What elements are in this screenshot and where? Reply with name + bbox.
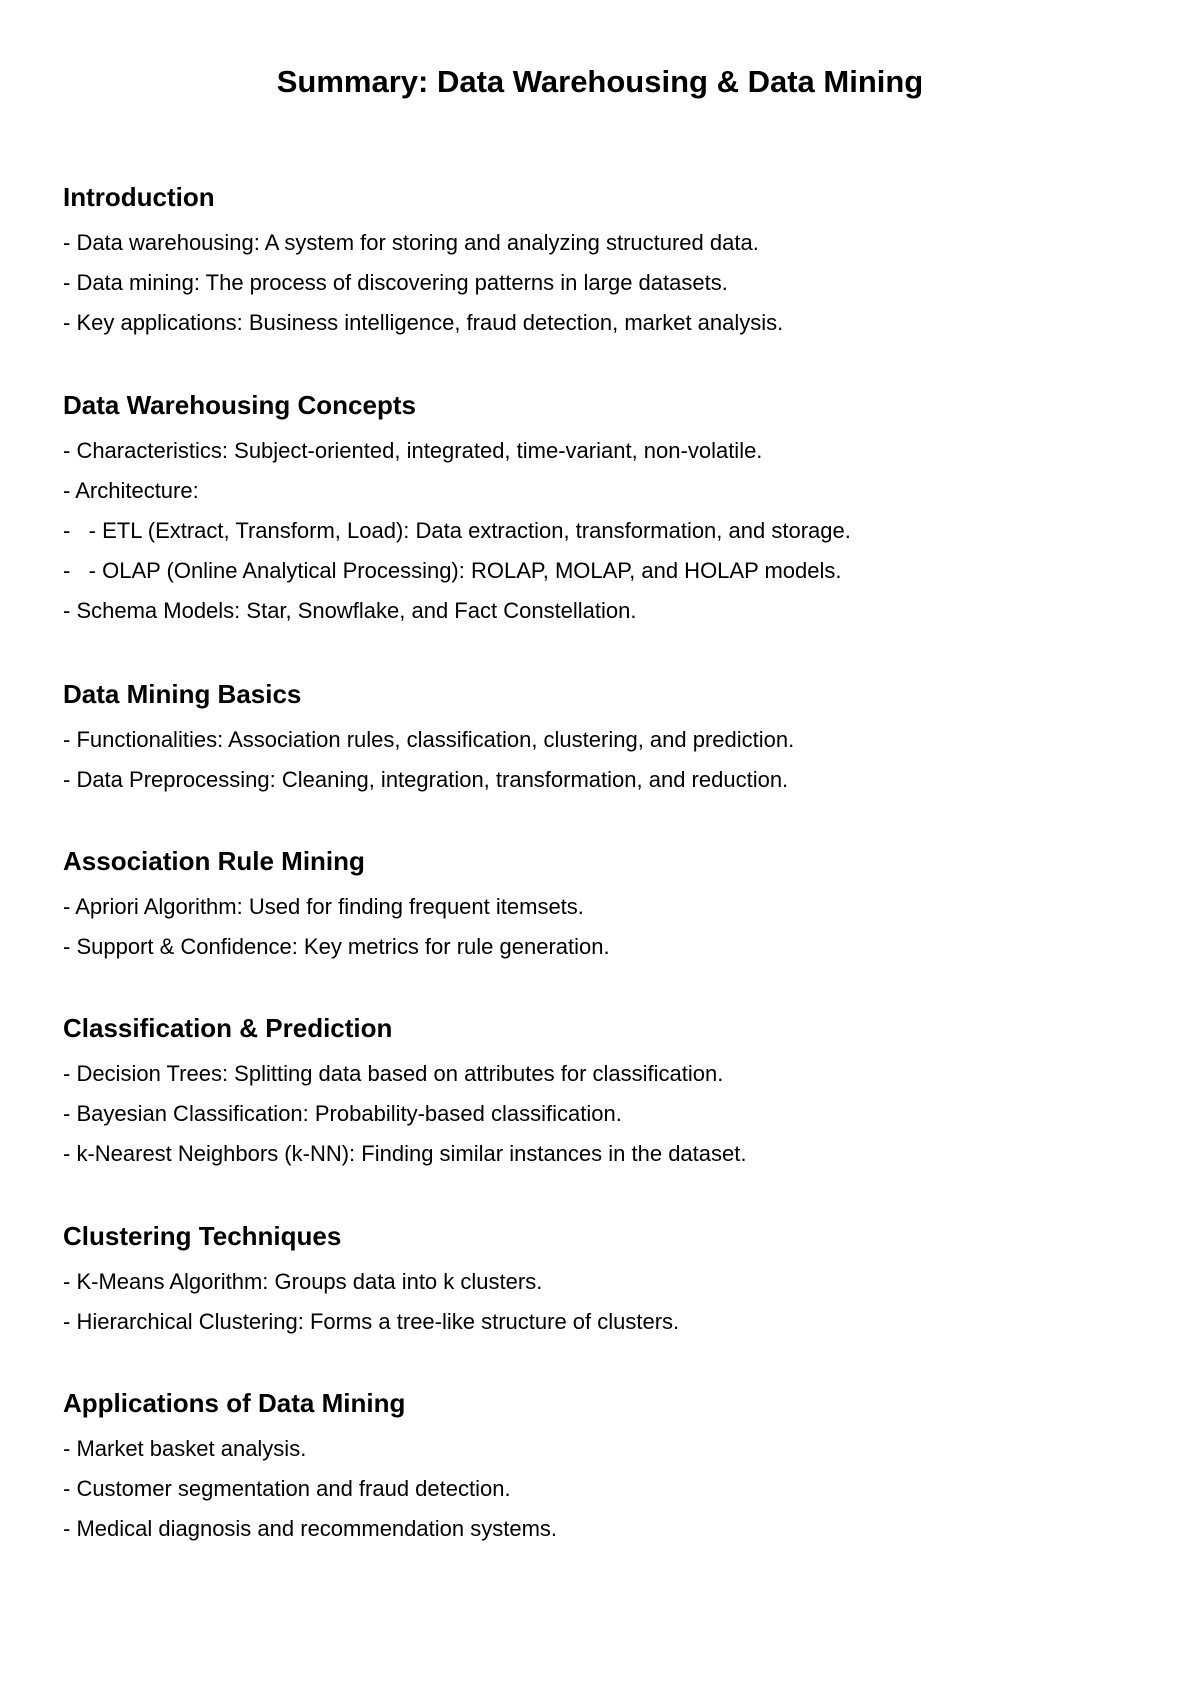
list-item: - Data Preprocessing: Cleaning, integration, transformation, and reduction. [63, 767, 789, 792]
section-heading: Introduction [63, 182, 215, 212]
section-list [63, 223, 1143, 343]
section-heading: Data Mining Basics [63, 679, 302, 709]
section-heading: Classification & Prediction [63, 1013, 393, 1043]
list-item: - K-Means Algorithm: Groups data into k clusters. [63, 1269, 543, 1294]
list-item: - Key applications: Business intelligence, fraud detection, market analysis. [63, 310, 784, 335]
section-list [63, 1429, 1143, 1549]
list-item: - Data mining: The process of discovering patterns in large datasets. [63, 270, 728, 295]
section-list [63, 720, 1143, 800]
list-item: - Functionalities: Association rules, classification, clustering, and prediction. [63, 727, 795, 752]
list-item: - - ETL (Extract, Transform, Load): Data extraction, transformation, and storage. [63, 518, 851, 543]
list-item: - Apriori Algorithm: Used for finding frequent itemsets. [63, 894, 584, 919]
section-list [63, 431, 1143, 631]
list-item: - Architecture: [63, 478, 199, 503]
page-title: Summary: Data Warehousing & Data Mining [276, 64, 924, 99]
section-list [63, 1262, 1143, 1342]
section-list [63, 887, 1143, 967]
section-applications-of-data-mining [63, 1386, 1143, 1549]
list-item: - Customer segmentation and fraud detection. [63, 1476, 511, 1501]
section-heading: Association Rule Mining [63, 846, 365, 876]
list-item: - Hierarchical Clustering: Forms a tree-like structure of clusters. [63, 1309, 680, 1334]
list-item: - k-Nearest Neighbors (k-NN): Finding similar instances in the dataset. [63, 1141, 747, 1166]
list-item: - Characteristics: Subject-oriented, integrated, time-variant, non-volatile. [63, 438, 763, 463]
list-item: - Market basket analysis. [63, 1436, 307, 1461]
list-item: - Bayesian Classification: Probability-based classification. [63, 1101, 622, 1126]
section-clustering-techniques [63, 1219, 1143, 1342]
list-item: - Decision Trees: Splitting data based on attributes for classification. [63, 1061, 724, 1086]
list-item: - - OLAP (Online Analytical Processing): ROLAP, MOLAP, and HOLAP models. [63, 558, 842, 583]
section-heading: Data Warehousing Concepts [63, 390, 416, 420]
list-item: - Data warehousing: A system for storing and analyzing structured data. [63, 230, 759, 255]
list-item: - Schema Models: Star, Snowflake, and Fact Constellation. [63, 598, 637, 623]
section-heading: Clustering Techniques [63, 1221, 342, 1251]
section-association-rule-mining [63, 844, 1143, 967]
section-classification-prediction [63, 1011, 1143, 1174]
section-introduction [63, 180, 1143, 343]
section-data-mining-basics [63, 677, 1143, 800]
list-item: - Support & Confidence: Key metrics for rule generation. [63, 934, 610, 959]
list-item: - Medical diagnosis and recommendation systems. [63, 1516, 558, 1541]
section-list [63, 1054, 1143, 1174]
section-data-warehousing-concepts [63, 388, 1143, 631]
section-heading: Applications of Data Mining [63, 1388, 406, 1418]
